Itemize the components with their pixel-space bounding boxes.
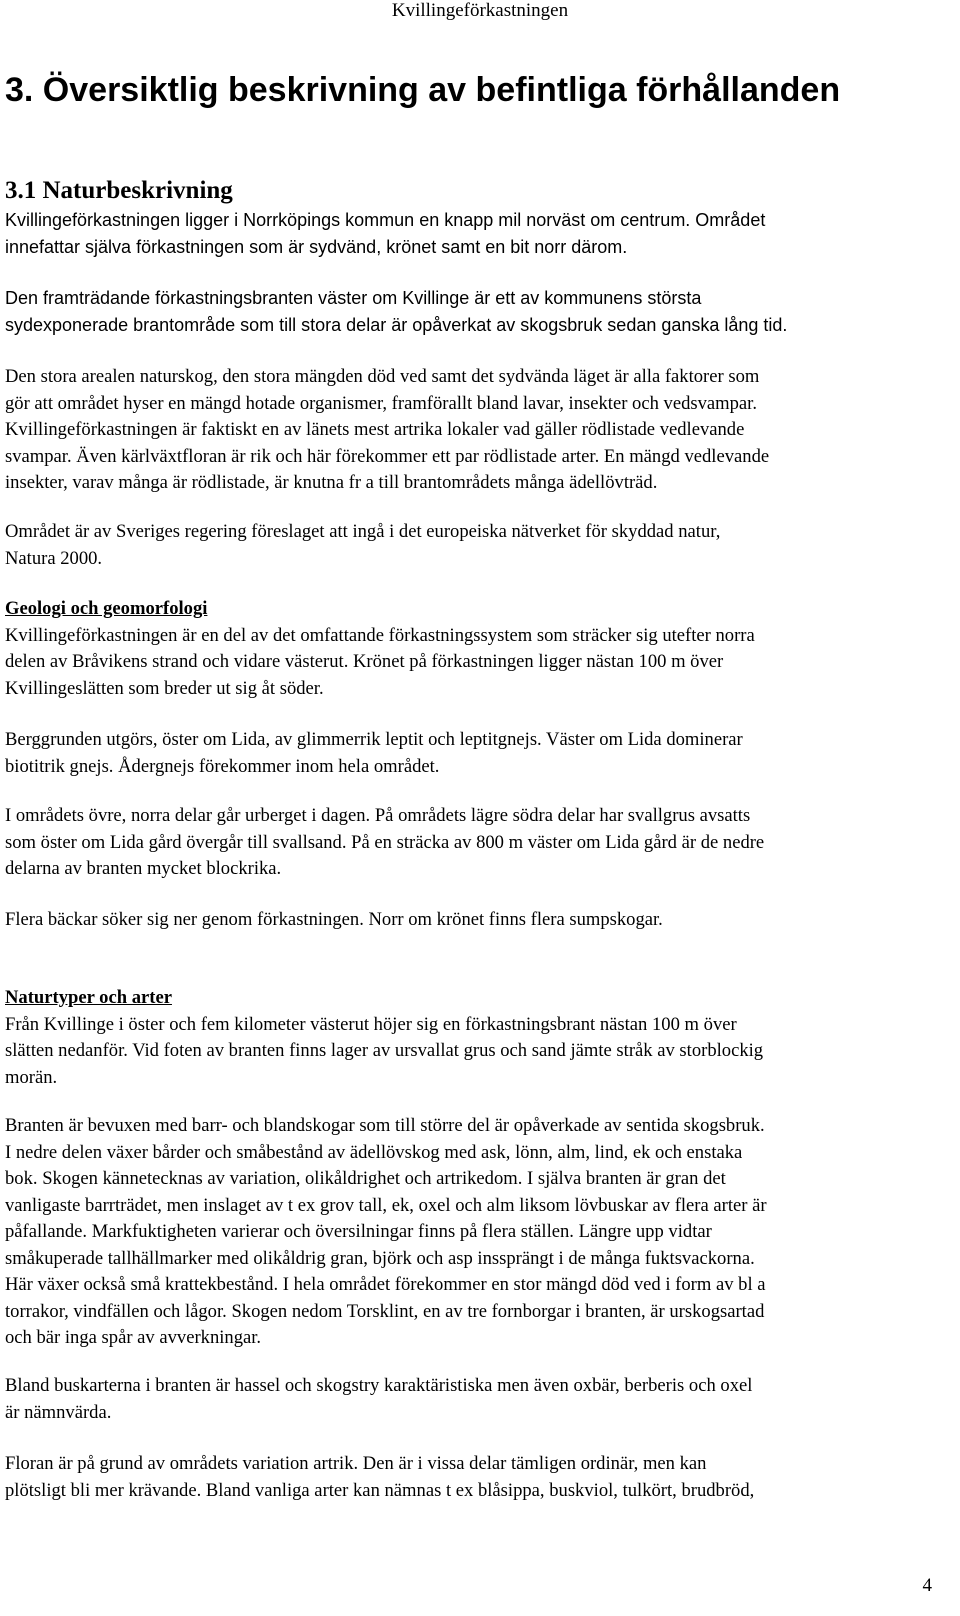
text-line: torrakor, vindfällen och lågor. Skogen nedom Torsklint, en av tre fornborgar i branten, är urskogsartad <box>5 1300 765 1322</box>
text-line: vanligaste barrträdet, men inslaget av t ex grov tall, ek, oxel och alm liksom lövbuskar av flera arter är <box>5 1194 767 1216</box>
text-line: Kvillingeförkastningen är en del av det omfattande förkastningssystem som sträcker sig utefter norra <box>5 624 755 646</box>
text-line: sydexponerade brantområde som till stora delar är opåverkat av skogsbruk sedan ganska lång tid. <box>5 314 788 335</box>
intro-paragraph <box>5 207 950 260</box>
shrubs-paragraph <box>5 1373 950 1426</box>
geology-soil-paragraph <box>5 803 950 883</box>
geology-section <box>5 596 950 702</box>
text-line: bok. Skogen kännetecknas av variation, olikåldrighet och artrikedom. I själva branten är gran det <box>5 1168 726 1189</box>
text-line: Floran är på grund av områdets variation artrik. Den är i vissa delar tämligen ordinär, men kan <box>5 1453 707 1474</box>
text-line: Den stora arealen naturskog, den stora mängden död ved samt det sydvända läget är alla faktorer som <box>5 366 760 387</box>
text-line: insekter, varav många är rödlistade, är knutna fr a till brantområdets många ädellövträd. <box>5 472 658 493</box>
text-line: Branten är bevuxen med barr- och blandskogar som till större del är opåverkade av sentida skogsbruk. <box>5 1115 765 1136</box>
text-line: Här växer också små krattekbestånd. I hela området förekommer en stor mängd död ved i form av bl a <box>5 1274 766 1295</box>
forest-paragraph <box>5 1113 950 1352</box>
text-line: småkuperade tallhällmarker med olikåldrig gran, björk och asp inssprängt i de många fuktsvackorna. <box>5 1247 755 1269</box>
text-line: Från Kvillinge i öster och fem kilometer västerut höjer sig en förkastningsbrant nästan 100 m över <box>5 1013 737 1035</box>
slope-paragraph <box>5 285 950 338</box>
natura-paragraph <box>5 519 950 572</box>
text-line: svampar. Även kärlväxtfloran är rik och här förekommer ett par rödlistade arter. En mängd vedlevande <box>5 445 770 467</box>
chapter-title: 3. Översiktlig beskrivning av befintliga förhållanden <box>5 71 841 109</box>
text-line: Kvillingeförkastningen är faktiskt en av länets mest artrika lokaler vad gäller rödlistade vedlevande <box>5 419 745 440</box>
text-line: som öster om Lida gård övergår till svallsand. På en sträcka av 800 m väster om Lida gård är de nedre <box>5 831 765 853</box>
text-line: gör att området hyser en mängd hotade organismer, framförallt bland lavar, insekter och vedsvampar. <box>5 392 757 414</box>
text-line: Berggrunden utgörs, öster om Lida, av glimmerrik leptit och leptitgnejs. Väster om Lida dominerar <box>5 729 743 750</box>
page-number: 4 <box>922 1575 932 1596</box>
text-line: Bland buskarterna i branten är hassel och skogstry karaktäristiska men även oxbär, berberis och oxel <box>5 1375 753 1396</box>
text-line: Natura 2000. <box>5 547 103 569</box>
text-line: morän. <box>5 1066 58 1088</box>
text-line: är nämnvärda. <box>5 1401 112 1423</box>
text-line: I nedre delen växer bårder och småbestånd av ädellövskog med ask, lönn, alm, lind, ek och enstaka <box>5 1141 743 1163</box>
text-line: Den framträdande förkastningsbranten väster om Kvillinge är ett av kommunens största <box>5 288 702 308</box>
text-line: delen av Bråvikens strand och vidare västerut. Krönet på förkastningen ligger nästan 100 m över <box>5 651 724 672</box>
text-line: Området är av Sveriges regering föreslaget att ingå i det europeiska nätverket för skyddad natur, <box>5 521 721 542</box>
text-line: biotitrik gnejs. Ådergnejs förekommer inom hela området. <box>5 755 440 777</box>
geology-bedrock-paragraph <box>5 727 950 780</box>
text-line: I områdets övre, norra delar går urberget i dagen. På områdets lägre södra delar har svallgrus avsatts <box>5 805 751 826</box>
text-line: påfallande. Markfuktigheten varierar och översilningar finns på flera ställen. Längre upp vidtar <box>5 1221 712 1242</box>
flora-paragraph <box>5 1451 950 1504</box>
text-line: Kvillingeslätten som breder ut sig åt söder. <box>5 677 324 699</box>
text-line: delarna av branten mycket blockrika. <box>5 858 282 879</box>
geology-heading: Geologi och geomorfologi <box>5 598 208 619</box>
text-line: innefattar själva förkastningen som är sydvänd, krönet samt en bit norr därom. <box>5 236 628 257</box>
nature-types-heading: Naturtyper och arter <box>5 987 172 1008</box>
text-line: Kvillingeförkastningen ligger i Norrköpings kommun en knapp mil norväst om centrum. Området <box>5 210 766 230</box>
nature-types-section <box>5 985 950 1091</box>
text-line: slätten nedanför. Vid foten av branten finns lager av ursvallat grus och sand jämte stråk av storblockig <box>5 1040 764 1061</box>
section-title: 3.1 Naturbeskrivning <box>5 177 233 204</box>
text-line: och bär inga spår av avverkningar. <box>5 1327 262 1348</box>
geology-streams-paragraph <box>5 907 950 934</box>
text-line: plötsligt bli mer krävande. Bland vanliga arter kan nämnas t ex blåsippa, buskviol, tulkört, brudbröd, <box>5 1479 755 1501</box>
values-paragraph <box>5 364 950 497</box>
text-line: Flera bäckar söker sig ner genom förkastningen. Norr om krönet finns flera sumpskogar. <box>5 909 663 930</box>
running-header: Kvillingeförkastningen <box>391 0 569 21</box>
